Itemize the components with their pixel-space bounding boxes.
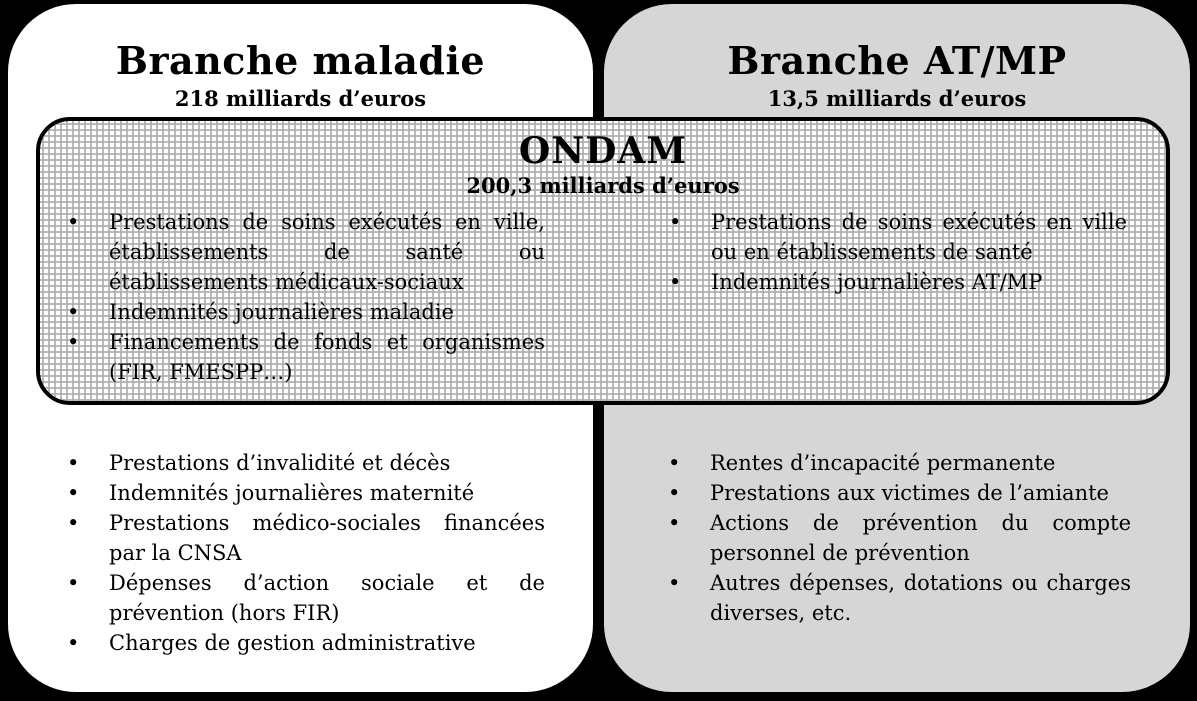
branch-atmp-amount: 13,5 milliards d’euros [767, 86, 1027, 111]
ondam-panel [36, 117, 1170, 405]
list-item: • Financements de fonds et organismes (FIR, FMESPP…) [65, 327, 545, 387]
list-item: • Prestations d’invalidité et décès [65, 448, 545, 478]
branch-maladie-expense-list [65, 448, 545, 658]
list-item: • Prestations de soins exécutés en ville, établissements de santé ou établissements médicaux-sociaux [65, 207, 545, 297]
branch-maladie-header [8, 4, 593, 112]
ondam-header [40, 121, 1166, 198]
list-item: • Indemnités journalières maternité [65, 478, 545, 508]
branch-maladie-title: Branche maladie [115, 38, 486, 83]
list-item: • Rentes d’incapacité permanente [666, 448, 1131, 478]
list-item: • Autres dépenses, dotations ou charges diverses, etc. [666, 568, 1131, 628]
list-item: • Prestations médico-sociales financées par la CNSA [65, 508, 545, 568]
list-item: • Charges de gestion administrative [65, 628, 545, 658]
list-item: • Dépenses d’action sociale et de prévention (hors FIR) [65, 568, 545, 628]
branch-atmp-header [604, 4, 1190, 112]
list-item: • Actions de prévention du compte personnel de prévention [666, 508, 1131, 568]
branch-atmp-title: Branche AT/MP [727, 38, 1067, 83]
list-item: • Indemnités journalières maladie [65, 297, 545, 327]
branch-maladie-amount: 218 milliards d’euros [174, 86, 427, 111]
list-item: • Prestations de soins exécutés en ville ou en établissements de santé [667, 207, 1127, 267]
ondam-maladie-list [65, 207, 545, 387]
list-item: • Prestations aux victimes de l’amiante [666, 478, 1131, 508]
ondam-amount: 200,3 milliards d’euros [466, 173, 740, 198]
branch-atmp-expense-list [666, 448, 1131, 628]
ondam-atmp-list [667, 207, 1127, 297]
ondam-title: ONDAM [518, 130, 688, 172]
list-item: • Indemnités journalières AT/MP [667, 267, 1127, 297]
